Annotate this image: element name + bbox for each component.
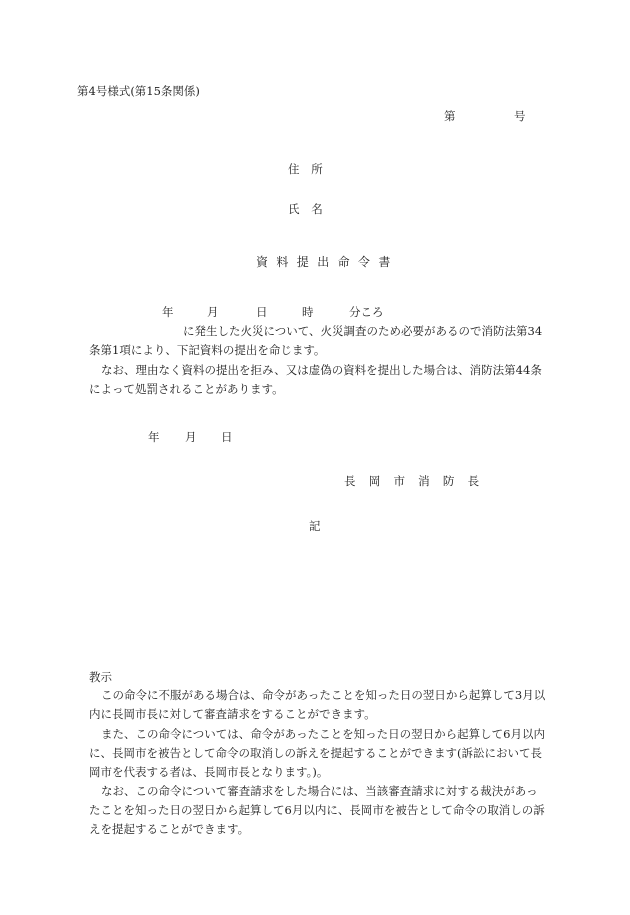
notice-p3-line-1: なお、この命令について審査請求をした場合には、当該審査請求に対する裁決があっ — [101, 784, 538, 798]
name-label: 氏 名 — [288, 202, 327, 216]
body-line-1: に発生した火災について、火災調査のため必要があるので消防法第34 — [183, 324, 543, 338]
fire-year: 年 — [162, 305, 174, 319]
body-line-2: 条第1項により、下記資料の提出を命じます。 — [89, 343, 326, 357]
form-label: 第4号様式(第15条関係) — [77, 84, 200, 98]
fire-month: 月 — [207, 305, 219, 319]
notice-p3-line-2: たことを知った日の翌日から起算して6月以内に、長岡市を被告として命令の取消しの訴 — [89, 803, 545, 817]
notice-p1-line-2: 内に長岡市長に対して審査請求をすることができます。 — [89, 707, 376, 721]
issue-year: 年 — [148, 430, 160, 444]
fire-day: 日 — [256, 305, 268, 319]
fire-minute: 分ころ — [349, 305, 384, 319]
notice-p2-line-1: また、この命令については、命令があったことを知った日の翌日から起算して6月以内 — [101, 727, 545, 741]
body-line-3: なお、理由なく資料の提出を拒み、又は虚偽の資料を提出した場合は、消防法第44条 — [101, 363, 542, 377]
notice-p2-line-2: に、長岡市を被告として命令の取消しの訴えを提起することができます(訴訟において長 — [89, 746, 542, 760]
issue-month: 月 — [185, 430, 197, 444]
notice-p2-line-3: 岡市を代表する者は、長岡市長となります。)。 — [89, 765, 329, 779]
address-label: 住 所 — [288, 162, 327, 176]
notice-p3-line-3: えを提起することができます。 — [89, 822, 250, 836]
ki-label: 記 — [309, 519, 321, 533]
number-suffix: 号 — [514, 109, 526, 123]
document-title: 資料提出命令書 — [256, 255, 399, 269]
issuer: 長岡市消防長 — [344, 474, 493, 488]
notice-p1-line-1: この命令に不服がある場合は、命令があったことを知った日の翌日から起算して3月以 — [101, 688, 546, 702]
issue-day: 日 — [221, 430, 233, 444]
notice-heading: 教示 — [89, 670, 112, 684]
number-prefix: 第 — [444, 109, 456, 123]
fire-hour: 時 — [302, 305, 314, 319]
body-line-4: によって処罰されることがあります。 — [89, 382, 284, 396]
